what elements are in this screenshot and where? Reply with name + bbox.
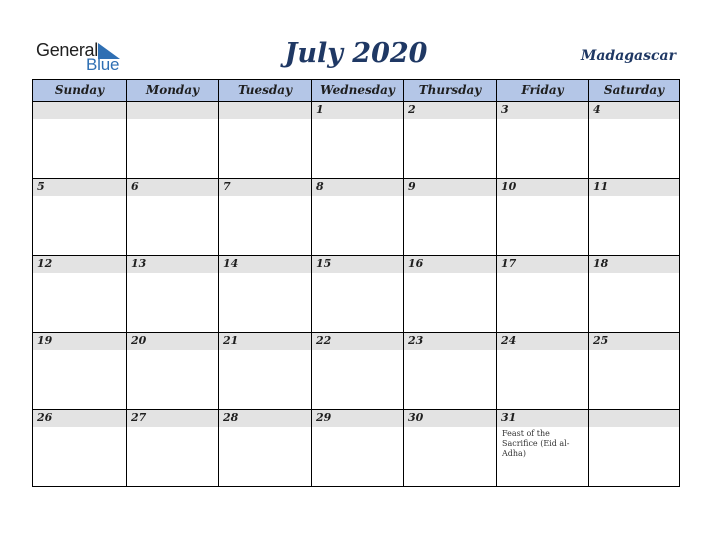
day-number: 4 bbox=[593, 103, 601, 116]
day-number-band bbox=[33, 179, 126, 196]
day-number: 17 bbox=[501, 257, 517, 270]
day-number: 2 bbox=[408, 103, 416, 116]
day-number: 9 bbox=[408, 180, 416, 193]
day-cell[interactable] bbox=[496, 256, 588, 332]
logo-word-blue: Blue bbox=[86, 55, 120, 74]
week-row bbox=[32, 333, 680, 410]
day-number-band bbox=[589, 410, 679, 427]
day-number: 14 bbox=[223, 257, 239, 270]
day-number-band bbox=[404, 179, 496, 196]
day-number: 12 bbox=[37, 257, 53, 270]
day-number-band bbox=[589, 102, 679, 119]
calendar-title: July 2020 bbox=[284, 38, 428, 69]
day-number-band bbox=[219, 102, 311, 119]
day-number: 27 bbox=[131, 411, 147, 424]
day-number-band bbox=[312, 102, 403, 119]
day-cell[interactable] bbox=[588, 256, 679, 332]
day-number: 1 bbox=[316, 103, 324, 116]
day-number: 16 bbox=[408, 257, 424, 270]
day-number-band bbox=[127, 179, 218, 196]
day-cell[interactable] bbox=[496, 179, 588, 255]
day-number: 10 bbox=[501, 180, 517, 193]
country-name: Madagascar bbox=[580, 48, 676, 64]
weekday-sunday: Sunday bbox=[54, 83, 105, 97]
weekday-saturday: Saturday bbox=[588, 80, 679, 101]
day-number: 13 bbox=[131, 257, 147, 270]
week-row bbox=[32, 179, 680, 256]
day-cell[interactable] bbox=[403, 410, 496, 486]
day-number: 29 bbox=[316, 411, 332, 424]
day-number: 22 bbox=[316, 334, 332, 347]
day-cell[interactable] bbox=[126, 410, 218, 486]
day-number: 11 bbox=[593, 180, 609, 193]
weekday-thursday: Thursday bbox=[403, 80, 496, 101]
day-cell[interactable] bbox=[311, 179, 403, 255]
day-cell[interactable] bbox=[126, 102, 218, 178]
day-number-band bbox=[312, 179, 403, 196]
day-number: 20 bbox=[131, 334, 147, 347]
day-number: 21 bbox=[223, 334, 239, 347]
day-cell[interactable] bbox=[403, 256, 496, 332]
week-row bbox=[32, 256, 680, 333]
day-number: 28 bbox=[223, 411, 239, 424]
day-number-band bbox=[127, 102, 218, 119]
day-cell[interactable] bbox=[218, 333, 311, 409]
weekday-friday: Friday bbox=[496, 80, 588, 101]
week-row bbox=[32, 410, 680, 487]
day-cell[interactable] bbox=[33, 256, 126, 332]
weekday-tuesday: Tuesday bbox=[218, 80, 311, 101]
day-cell[interactable] bbox=[403, 333, 496, 409]
day-cell[interactable] bbox=[218, 256, 311, 332]
day-cell[interactable] bbox=[33, 333, 126, 409]
day-number: 6 bbox=[131, 180, 139, 193]
day-number: 23 bbox=[408, 334, 424, 347]
day-cell[interactable] bbox=[311, 333, 403, 409]
day-number: 25 bbox=[593, 334, 609, 347]
day-cell[interactable] bbox=[311, 102, 403, 178]
day-cell[interactable] bbox=[403, 102, 496, 178]
day-cell[interactable] bbox=[218, 410, 311, 486]
day-number: 7 bbox=[223, 180, 231, 193]
day-number: 26 bbox=[37, 411, 53, 424]
day-number: 15 bbox=[316, 257, 332, 270]
day-cell[interactable] bbox=[403, 179, 496, 255]
day-cell[interactable] bbox=[33, 179, 126, 255]
logo-word-general: General bbox=[36, 40, 98, 60]
day-cell[interactable] bbox=[126, 256, 218, 332]
day-cell[interactable] bbox=[311, 410, 403, 486]
day-cell[interactable] bbox=[588, 410, 679, 486]
week-row bbox=[32, 102, 680, 179]
day-number: 30 bbox=[408, 411, 424, 424]
day-number: 8 bbox=[316, 180, 324, 193]
weekday-monday: Monday bbox=[126, 80, 218, 101]
day-cell[interactable] bbox=[496, 102, 588, 178]
day-number: 31 bbox=[501, 411, 517, 424]
day-number: 19 bbox=[37, 334, 53, 347]
weekday-wednesday: Wednesday bbox=[311, 80, 403, 101]
day-cell[interactable] bbox=[496, 410, 588, 486]
day-cell[interactable] bbox=[126, 179, 218, 255]
day-number-band bbox=[497, 102, 588, 119]
day-number: 3 bbox=[501, 103, 509, 116]
day-cell[interactable] bbox=[588, 102, 679, 178]
day-cell[interactable] bbox=[218, 102, 311, 178]
day-number: 5 bbox=[37, 180, 45, 193]
day-number-band bbox=[33, 102, 126, 119]
day-cell[interactable] bbox=[33, 410, 126, 486]
day-number: 24 bbox=[501, 334, 517, 347]
day-cell[interactable] bbox=[588, 333, 679, 409]
day-number-band bbox=[219, 179, 311, 196]
holiday-label: Feast of the Sacrifice (Eid al-Adha) bbox=[502, 429, 570, 458]
day-cell[interactable] bbox=[588, 179, 679, 255]
day-cell[interactable] bbox=[126, 333, 218, 409]
day-cell[interactable] bbox=[496, 333, 588, 409]
day-cell[interactable] bbox=[33, 102, 126, 178]
day-cell[interactable] bbox=[311, 256, 403, 332]
day-cell[interactable] bbox=[218, 179, 311, 255]
weekday-header-row bbox=[32, 79, 680, 102]
day-number-band bbox=[404, 102, 496, 119]
day-number: 18 bbox=[593, 257, 609, 270]
calendar-grid bbox=[32, 79, 680, 486]
